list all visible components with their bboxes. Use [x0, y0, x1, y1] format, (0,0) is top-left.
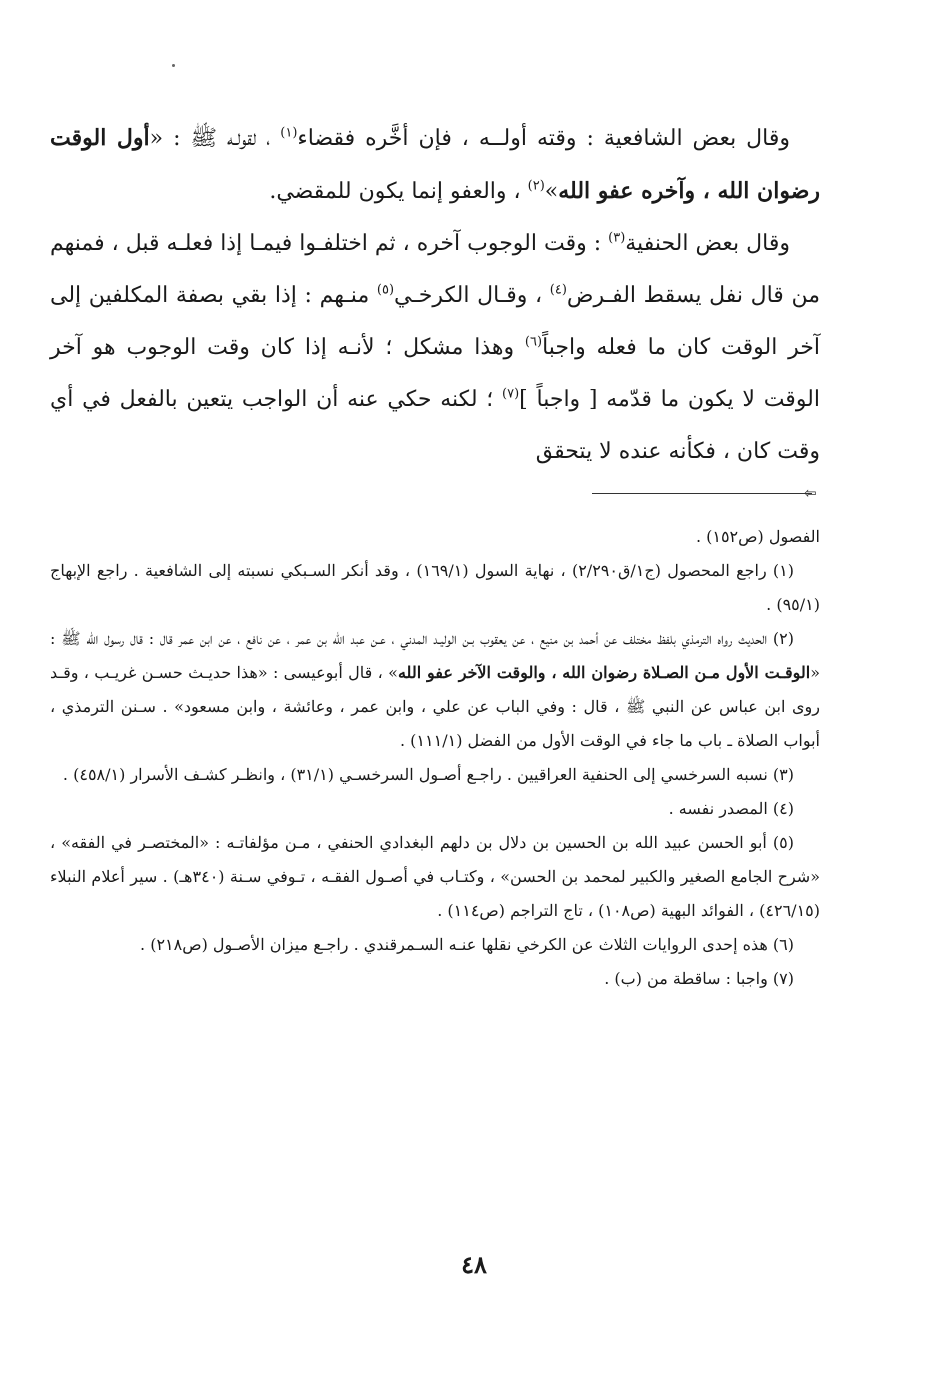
- footnote-ref-4: (٤): [549, 282, 567, 298]
- footnote-ref-3: (٣): [608, 230, 626, 246]
- footnote-ref-2: (٢): [527, 178, 545, 194]
- paragraph-2: [50, 218, 820, 478]
- scan-speck: [172, 64, 175, 67]
- text-run: ، والعفو إنما يكون للمقضي.: [269, 179, 528, 204]
- text-run: منـهم : إذا بقي بصفة المكلفين إلى آخر الوقت كان ما فعله واجباً: [50, 283, 820, 360]
- text-run: » ، قال أبوعيسى : «هذا حديـث حسـن غريـب ، وقـد روى ابن عباس عن النبي ﷺ ، قال : وفي الباب عن علي ، وابن عمر ، وعائشة ، وابن مسعود» . سـنن الترمذي ، أبواب الصلاة ـ باب ما جاء في الوقت الأول من الفضل (١١١/١) .: [50, 663, 820, 750]
- footnote-ref-1: (١): [280, 125, 298, 141]
- page-number: ٤٨: [461, 1250, 487, 1279]
- footnote-ref-7: (٧): [502, 386, 520, 402]
- footnote-ref-5: (٥): [376, 282, 395, 298]
- footnote-ref-6: (٦): [524, 334, 543, 350]
- continuation-arrow-icon: ⇦: [804, 484, 817, 502]
- text-run: ؛ لكنه حكي عنه أن الواجب يتعين بالفعل في أي وقت كان ، فكأنه عنده لا يتحقق: [50, 387, 820, 464]
- text-run: ، وقـال الكرخـي: [394, 283, 550, 308]
- footnote-separator: [592, 493, 812, 494]
- footnote-4: (٤) المصدر نفسه .: [668, 799, 794, 818]
- text-run: وهذا مشكل ؛ لأنـه إذا كان وقت الوجوب هو آخر الوقت لا يكون ما قدّمه [ واجباً ]: [50, 335, 821, 412]
- footnote-2: [50, 622, 820, 758]
- text-run: »: [544, 179, 559, 204]
- text-run: (٢) الحديث رواه الترمذي بلفظ مختلف عن أحمد بن منيع ، عن يعقوب بـن الوليـد المدني ، عـن عبد الله بن عمر ، عن نافع ، عن ابن عمر قال : قال رسول الله ﷺ : «: [50, 629, 820, 682]
- text-run: : وقت الوجوب آخره ، ثم اختلفـوا فيمـا إذا فعلـه قبل ، فمنهم من قال نفل يسقط الفـرض: [50, 231, 820, 308]
- text-run: ، لقولـه ﷺ : «: [149, 126, 281, 151]
- text-run: وقال بعض الشافعية : وقته أولــه ، فإن أخَّره فقضاء: [297, 126, 790, 151]
- footnote-5: (٥) أبو الحسن عبيد الله بن الحسين بن دلال بن دلهم البغدادي الحنفي ، مـن مؤلفاتـه : «المختصـر في الفقه» ، «شرح الجامع الصغير والكبير لمحمد بن الحسن» ، وكتـاب في أصـول الفقـه ، تـوفي سـنة (٣٤٠هـ) . سير أعلام النبلاء (٤٢٦/١٥) ، الفوائد البهية (ص١٠٨) ، تاج التراجم (ص١١٤) .: [50, 833, 820, 920]
- text-run: وقال بعض الحنفية: [625, 231, 790, 256]
- hadith-quote: الوقـت الأول مـن الصـلاة رضوان الله ، والوقت الآخر عفو الله: [397, 663, 811, 682]
- footnote-7: (٧) واجبا : ساقطة من (ب) .: [604, 969, 794, 988]
- hadith-quote: أول الوقت رضوان الله ، وآخره عفو الله: [50, 125, 820, 204]
- footnote-continuation: الفصول (ص١٥٢) .: [695, 527, 820, 546]
- footnote-6: (٦) هذه إحدى الروايات الثلاث عن الكرخي نقلها عنـه السـمرقندي . راجـع ميزان الأصـول (ص٢١٨) .: [140, 935, 794, 954]
- paragraph-1: [50, 112, 820, 218]
- main-text: [50, 112, 820, 478]
- footnote-3: (٣) نسبه السرخسي إلى الحنفية العراقيين . راجـع أصـول السرخسـي (٣١/١) ، وانظـر كشـف الأسرار (٤٥٨/١) .: [62, 765, 794, 784]
- footnotes: [50, 520, 820, 996]
- footnote-1: (١) راجع المحصول (ج١/ق٢/٢٩٠) ، نهاية السول (١٦٩/١) ، وقد أنكر السـبكي نسبته إلى الشافعية . راجع الإبهاج (٩٥/١) .: [50, 561, 820, 614]
